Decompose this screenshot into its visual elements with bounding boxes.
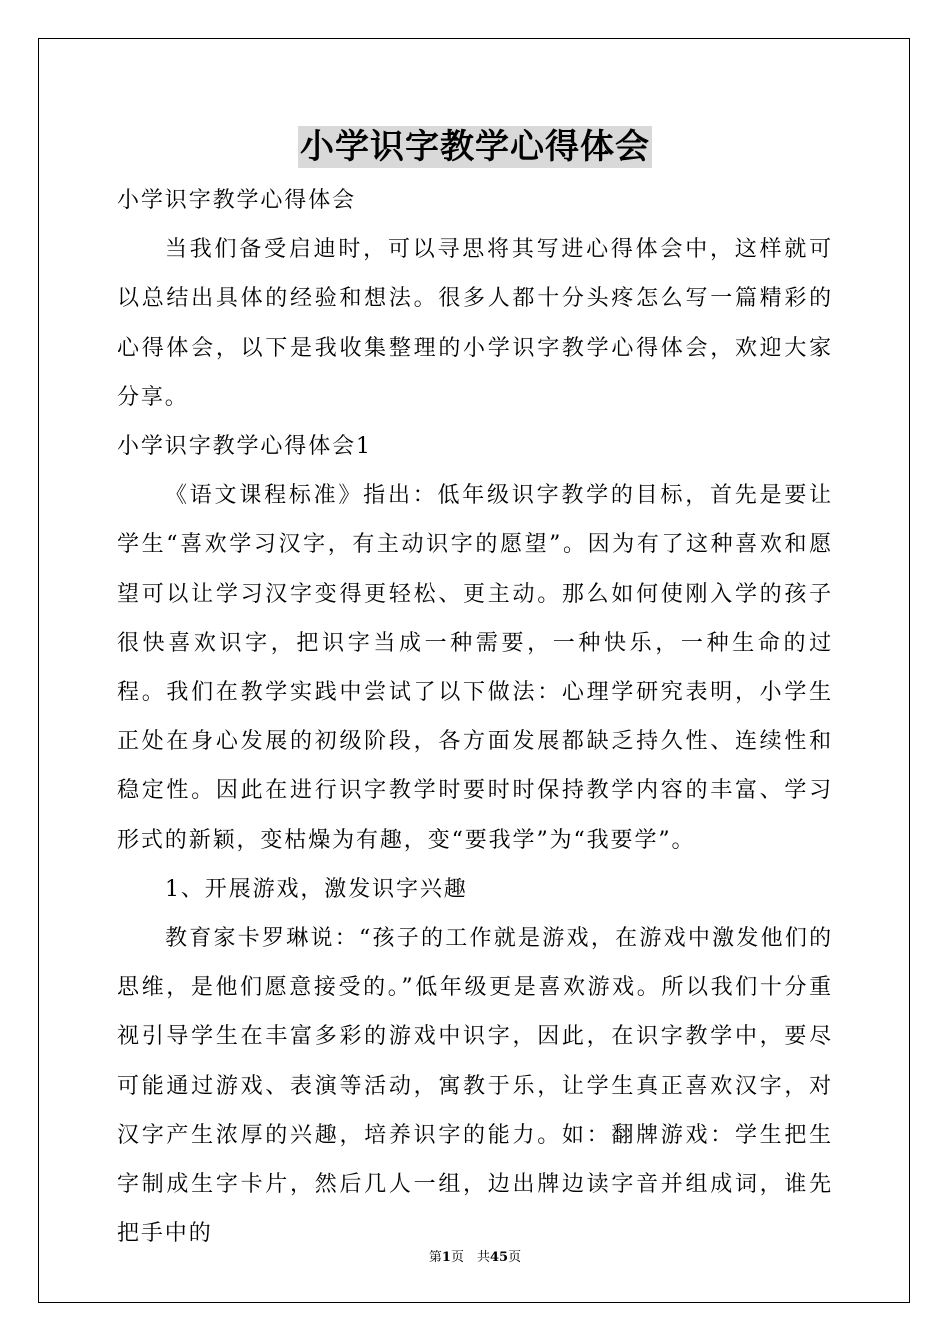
intro-paragraph: 当我们备受启迪时，可以寻思将其写进心得体会中，这样就可以总结出具体的经验和想法。很多人都十分头疼怎么写一篇精彩的心得体会，以下是我收集整理的小学识字教学心得体会，欢迎大家分享。 — [117, 237, 833, 410]
footer-suffix: 页 — [508, 1250, 522, 1265]
current-page-number: 1 — [441, 1250, 451, 1265]
total-page-count: 45 — [489, 1250, 509, 1265]
subsection-heading: 1、开展游戏，激发识字兴趣 — [165, 876, 468, 902]
page-footer — [0, 1249, 950, 1267]
title-container — [0, 126, 950, 168]
section-heading: 小学识字教学心得体会1 — [117, 434, 372, 460]
document-title: 小学识字教学心得体会 — [300, 127, 650, 167]
subtitle-paragraph: 小学识字教学心得体会 — [117, 188, 357, 213]
body-paragraph: 教育家卡罗琳说：“孩子的工作就是游戏，在游戏中激发他们的思维，是他们愿意接受的。”低年级更是喜欢游戏。所以我们十分重视引导学生在丰富多彩的游戏中识字，因此，在识字教学中，要尽可能通过游戏、表演等活动，寓教于乐，让学生真正喜欢汉字，对汉字产生浓厚的兴趣，培养识字的能力。如：翻牌游戏：学生把生字制成生字卡片，然后几人一组，边出牌边读字音并组成词，谁先把手中的 — [117, 926, 833, 1247]
footer-prefix: 第 — [428, 1250, 442, 1265]
document-body — [117, 176, 833, 1258]
body-paragraph: 《语文课程标准》指出：低年级识字教学的目标，首先是要让学生“喜欢学习汉字，有主动识字的愿望”。因为有了这种喜欢和愿望可以让学习汉字变得更轻松、更主动。那么如何使刚入学的孩子很快喜欢识字，把识字当成一种需要，一种快乐，一种生命的过程。我们在教学实践中尝试了以下做法：心理学研究表明，小学生正处在身心发展的初级阶段，各方面发展都缺乏持久性、连续性和稳定性。因此在进行识字教学时要时时保持教学内容的丰富、学习形式的新颖，变枯燥为有趣，变“要我学”为“我要学”。 — [117, 483, 833, 853]
footer-mid: 页 共 — [450, 1250, 490, 1265]
